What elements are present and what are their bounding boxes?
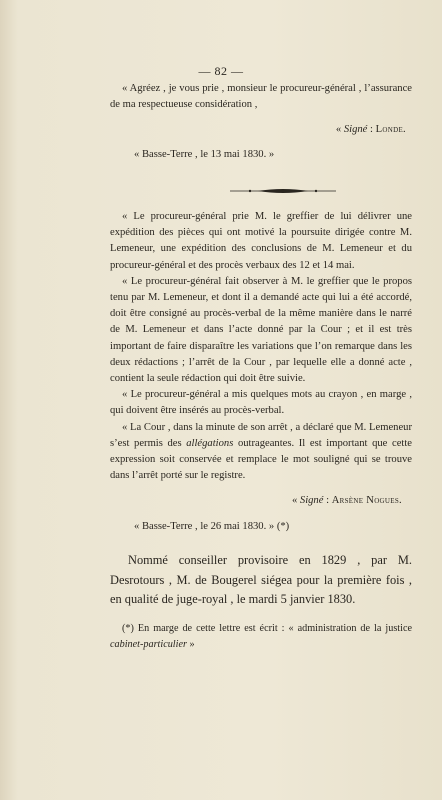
paragraph-1: « Le procureur-général prie M. le greffier de lui délivrer une expédition des pièces qui ont motivé la poursuite dirigée contre M. Lemeneur, une expédition des conclusions de M. Lemeneur et du procureur-général et des procès verbaux des 12 et 14 mai. [110, 211, 412, 271]
signature-line-1: « Signé : Londe. [335, 124, 406, 136]
paragraph-3: « Le procureur-général a mis quelques mots au crayon , en marge , qui doivent être insérés au procès-verbal. [110, 389, 412, 417]
narrative-text: Nommé conseiller provisoire en 1829 , par M. Desrotours , M. de Bougerel siégea pour la première fois , en qualité de juge-royal , le mardi 5 janvier 1830. [110, 553, 412, 606]
footnote-before: (*) En marge de cette lettre est écrit : « administration de la justice [122, 623, 412, 634]
paragraph-4-italic: allégations [186, 437, 234, 449]
dateline-2: « Basse-Terre , le 26 mai 1830. » (*) [134, 520, 290, 532]
closing-formula: « Agréez , je vous prie , monsieur le procureur-général , l’assurance de ma respectueuse considération , [110, 83, 412, 111]
signature-2-name: Arsène Nogues. [331, 495, 402, 507]
footnote-block [110, 621, 412, 652]
paragraph-4 [110, 420, 412, 485]
letter-closing-block [110, 81, 412, 163]
narrative-paragraph [110, 551, 412, 610]
paragraph-4-before: « La Cour , dans la minute de son arrêt , a déclaré que M. Lemeneur s’est permis des [110, 421, 412, 449]
page-number: — 82 — [198, 64, 244, 78]
ornament-divider [228, 186, 338, 196]
paragraph-2: « Le procureur-général fait observer à M. le greffier que le propos tenu par M. Lemeneur, et dont il a demandé acte qui lui a été accordé, doit être consigné au procès-verbal de la même manière dans le narré de M. Lemeneur et dans l’acte donné par la Cour ; et il est très important de faire disparaître les variations que l’on remarque dans les deux rédactions ; l’arrêt de la Cour , par lequelle elle a donné acte , contient la seule rédaction qui doit être suivie. [110, 275, 412, 385]
footnote-after: » [186, 638, 195, 650]
paragraph-4-after: outrageantes. Il est important que cette expression soit conservée et remplace le mot souligné qui se trouve dans l’arrêt porté sur le registre. [110, 437, 412, 482]
signature-line-2: « Signé : Arsène Nogues. [291, 495, 402, 507]
footnote-italic: cabinet-particulier [110, 638, 187, 650]
dateline-1: « Basse-Terre , le 13 mai 1830. » [134, 148, 275, 160]
footnote [110, 621, 412, 652]
signature-1-prefix: « [335, 124, 344, 136]
signature-2-prefix: « [291, 495, 300, 507]
letter-body-block [110, 209, 412, 535]
signature-1-label: Signé [343, 124, 368, 136]
signature-2-label: Signé [299, 495, 324, 507]
signature-1-name: Londe. [375, 124, 406, 136]
